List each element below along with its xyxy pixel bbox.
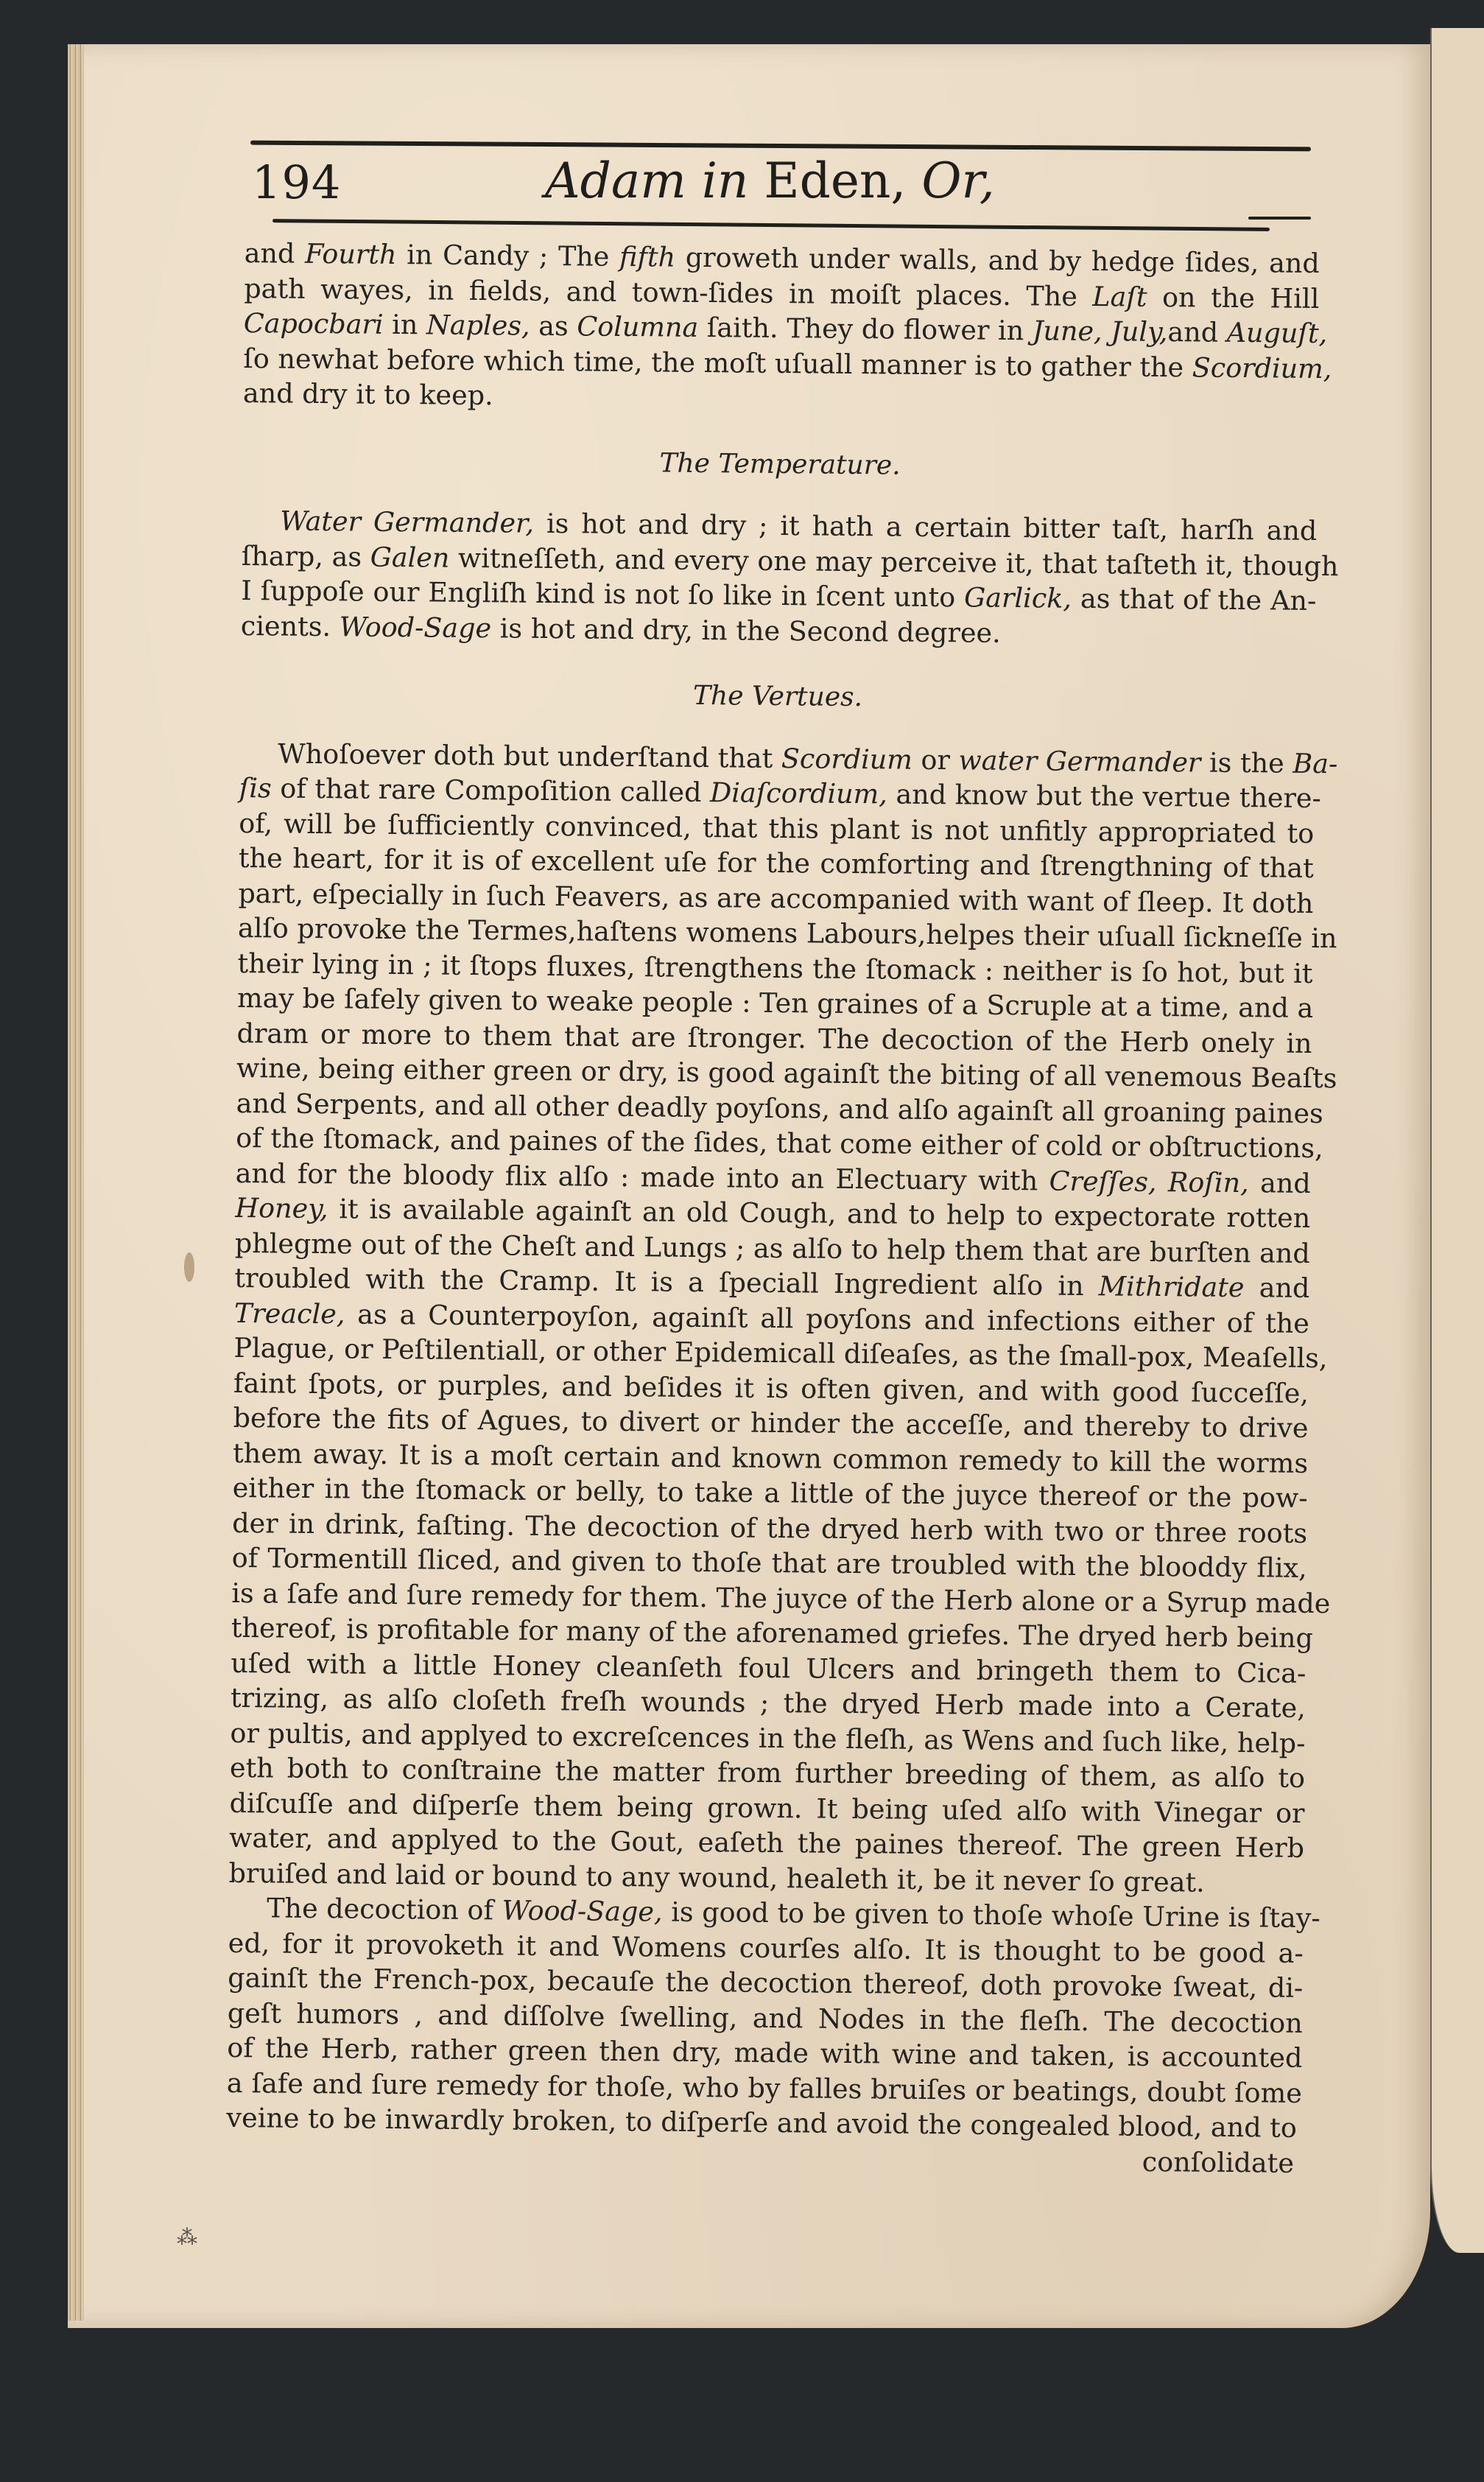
running-title-tail: Or, bbox=[921, 153, 995, 209]
text-run: ed, for it provoketh it and Womens courſes alſo. It is thought to be good a- bbox=[228, 1927, 1304, 1969]
catchword: conſolidate bbox=[1142, 2145, 1295, 2179]
text-run: The decoction of bbox=[267, 1892, 502, 1927]
text-run: Whoſoever doth but underſtand that bbox=[278, 737, 782, 774]
running-head bbox=[250, 144, 1311, 232]
text-run: as bbox=[530, 309, 577, 343]
text-run: phlegme out of the Cheſt and Lungs ; as alſo to help them that are burſten and bbox=[234, 1227, 1311, 1269]
text-run: and bbox=[244, 236, 306, 270]
header-rule-bottom bbox=[272, 219, 1270, 231]
running-title-italic: Adam in bbox=[545, 153, 749, 209]
italic-run: water Germander bbox=[958, 743, 1201, 778]
text-run: or pultis, and applyed to excreſcences in the fleſh, as Wens and ſuch like, help- bbox=[230, 1717, 1306, 1759]
italic-run: fifth bbox=[619, 240, 676, 273]
text-run: ſharp, as bbox=[241, 539, 370, 573]
text-run: is a ſafe and ſure remedy for them. The juyce of the Herb alone or a Syrup made bbox=[231, 1577, 1331, 1619]
text-run: uſed with a little Honey cleanſeth foul Ulcers and bringeth them to Cica- bbox=[231, 1647, 1307, 1689]
text-run: in Candy ; The bbox=[396, 238, 620, 273]
text-run: troubled with the Cramp. It is a ſpeciall Ingredient alſo in bbox=[234, 1261, 1099, 1303]
text-run: on the Hill bbox=[1147, 281, 1320, 315]
italic-run: Scordium, bbox=[1192, 351, 1332, 385]
text-run: as that of the An- bbox=[1071, 582, 1317, 617]
text-run: of the Herb, rather green then dry, made with wine and taken, is accounted bbox=[227, 2031, 1303, 2074]
text-run: is hot and dry, in the Second degree. bbox=[490, 611, 1001, 649]
text-run: Plague, or Peſtilentiall, or other Epidemicall diſeaſes, as the ſmall-pox, Meaſells, bbox=[233, 1331, 1328, 1375]
text-run: in bbox=[383, 308, 427, 341]
italic-run: Honey, bbox=[235, 1191, 328, 1225]
intro-paragraph bbox=[242, 236, 1332, 421]
text-run: of Tormentill ſliced, and given to thoſe that are troubled with the blooddy flix, bbox=[231, 1541, 1307, 1584]
text-run: dram or more to them that are ſtronger. The decoction of the Herb onely in bbox=[236, 1017, 1312, 1059]
italic-run: Galen bbox=[370, 541, 450, 574]
text-run: der in drink, faſting. The decoction of the dryed herb with two or three roots bbox=[232, 1507, 1308, 1549]
italic-run: Ba- bbox=[1293, 747, 1338, 779]
text-run: is good to be given to thoſe whoſe Urine is ſtay- bbox=[662, 1896, 1321, 1935]
text-run: the heart, for it is of excellent uſe for the comforting and ſtrengthning of that bbox=[238, 841, 1315, 884]
italic-run: Creſſes, Roſin, bbox=[1049, 1165, 1249, 1199]
italic-run: Naples, bbox=[426, 309, 530, 342]
text-run: eth both to conſtraine the matter from further breeding of them, as alſo to bbox=[229, 1751, 1306, 1794]
italic-run: June, July, bbox=[1032, 315, 1168, 348]
text-run: faint ſpots, or purples, and beſides it is often given, and with good ſucceſſe, bbox=[233, 1367, 1309, 1409]
text-run: is hot and dry ; it hath a certain bitter taſt, harſh and bbox=[533, 507, 1318, 547]
text-run: and for the bloody flix alſo : made into an Electuary with bbox=[235, 1157, 1049, 1197]
text-run: and dry it to keep. bbox=[242, 376, 493, 412]
text-run: and bbox=[1244, 1272, 1310, 1304]
text-run: I ſuppoſe our Engliſh kind is not ſo like in ſcent unto bbox=[241, 574, 965, 614]
italic-run: Garlick, bbox=[963, 581, 1072, 614]
margin-mark: ⁂ bbox=[177, 2225, 197, 2249]
temperature-paragraph bbox=[240, 503, 1339, 653]
text-run: before the fits of Agues, to divert or hinder the acceſſe, and thereby to drive bbox=[233, 1401, 1309, 1444]
text-run: either in the ſtomack or belly, to take a little of the juyce thereof or the pow- bbox=[232, 1471, 1308, 1514]
text-run: a ſafe and ſure remedy for thoſe, who by falles bruiſes or beatings, doubt ſome bbox=[226, 2066, 1303, 2109]
italic-run: Auguſt, bbox=[1226, 316, 1328, 350]
text-run: thereof, is profitable for many of the aforenamed griefes. The dryed herb being bbox=[231, 1611, 1314, 1655]
text-run: ſaith. They do flower in bbox=[698, 311, 1033, 347]
text-run: of that rare Compoſition called bbox=[271, 772, 711, 809]
section-heading-vertues: The Vertues. bbox=[692, 680, 863, 713]
text-run: it is available againſt an old Cough, and to help to expectorate rotten bbox=[328, 1193, 1311, 1234]
text-run: cients. bbox=[240, 609, 340, 642]
page-number: 194 bbox=[252, 155, 342, 209]
text-run: ſo newhat before which time, the moſt uſuall manner is to gather the bbox=[243, 342, 1192, 383]
running-title-roman: Eden, bbox=[748, 153, 922, 209]
italic-run: Fourth bbox=[304, 237, 397, 270]
text-run: part, eſpecially in ſuch Feavers, as are accompanied with want of ſleep. It doth bbox=[238, 877, 1314, 919]
text-run: diſcuſſe and diſperſe them being grown. It being uſed alſo with Vinegar or bbox=[229, 1787, 1305, 1829]
running-title bbox=[545, 153, 995, 209]
section-heading-temperature: The Temperature. bbox=[659, 447, 901, 481]
text-run: groweth under walls, and by hedge ſides, and bbox=[675, 241, 1320, 280]
header-rule-tail bbox=[1248, 217, 1311, 220]
text-run: them away. It is a moſt certain and known common remedy to kill the worms bbox=[232, 1437, 1309, 1479]
italic-run: Scordium bbox=[781, 742, 913, 776]
text-run: of the ſtomack, and paines of the ſides, that come either of cold or obſtructions, bbox=[236, 1121, 1323, 1165]
text-run: or bbox=[912, 743, 959, 776]
italic-run: Mithridate bbox=[1098, 1270, 1245, 1304]
text-run: and bbox=[1167, 316, 1227, 348]
text-run: and bbox=[1248, 1166, 1311, 1199]
text-run: bruiſed and laid or bound to any wound, healeth it, be it never ſo great. bbox=[228, 1857, 1205, 1899]
text-run: wine, being either green or dry, is good againſt the biting of all venemous Beaſts bbox=[236, 1051, 1337, 1095]
text-run: alſo provoke the Termes,haſtens womens Labours,helpes their uſuall ſickneſſe in bbox=[237, 911, 1337, 955]
text-run: their lying in ; it ſtops fluxes, ſtrengthens the ſtomack : neither is ſo hot, but it bbox=[237, 947, 1313, 989]
wood-sage-paragraph bbox=[226, 1890, 1321, 2145]
paper-stain bbox=[184, 1252, 194, 1282]
italic-run: Wood-Sage, bbox=[502, 1894, 663, 1928]
text-run: may be ſafely given to weake people : Ten graines of a Scruple at a time, and a bbox=[236, 981, 1314, 1024]
vertues-paragraph bbox=[228, 735, 1338, 1900]
text-run: geſt humors , and diſſolve ſwelling, and Nodes in the fleſh. The decoction bbox=[227, 1997, 1303, 2039]
text-run: and know but the vertue there- bbox=[887, 778, 1322, 815]
text-run: path wayes, in fields, and town-ſides in moiſt places. The bbox=[244, 272, 1093, 312]
italic-run: Laſt bbox=[1092, 280, 1147, 313]
text-run: water, and applyed to the Gout, eaſeth the paines thereof. The green Herb bbox=[228, 1821, 1305, 1864]
page-edges bbox=[68, 44, 84, 2321]
italic-run: Columna bbox=[577, 310, 699, 343]
italic-run: Diaſcordium, bbox=[709, 776, 888, 810]
body-text bbox=[226, 236, 1339, 2181]
text-run: gainſt the French-pox, becauſe the decoction thereof, doth provoke ſweat, di- bbox=[228, 1961, 1304, 2004]
text-run: trizing, as alſo cloſeth freſh wounds ; the dryed Herb made into a Cerate, bbox=[230, 1681, 1307, 1724]
text-run: is the bbox=[1200, 746, 1293, 779]
facing-page-edge bbox=[1430, 28, 1484, 2253]
text-run: as a Counterpoyſon, againſt all poyſons and infections either of the bbox=[345, 1297, 1310, 1339]
italic-run: ſis bbox=[239, 771, 272, 804]
text-run: and Serpents, and all other deadly poyſons, and alſo againſt all groaning paines bbox=[236, 1087, 1323, 1129]
text-run: of, will be ſufficiently convinced, that this plant is not unfitly appropriated to bbox=[239, 807, 1315, 849]
italic-run: Treacle, bbox=[233, 1297, 345, 1330]
text-run: veine to be inwardly broken, to diſperſe and avoid the congealed blood, and to bbox=[226, 2101, 1298, 2144]
italic-run: Capocbari bbox=[243, 306, 384, 340]
italic-run: Wood-Sage bbox=[339, 610, 492, 644]
italic-run: Water Germander, bbox=[280, 505, 535, 539]
text-run: witneſſeth, and every one may perceive it, that taſteth it, though bbox=[449, 541, 1339, 582]
